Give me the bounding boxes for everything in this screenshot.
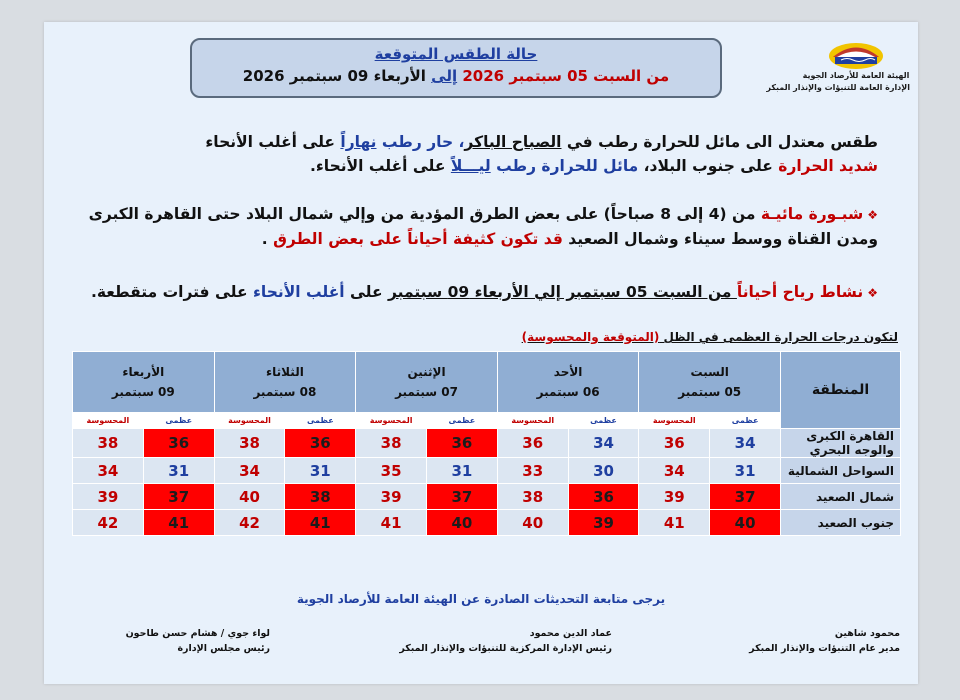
day-date: 07 سبتمبر [395, 385, 458, 399]
region-name: جنوب الصعيد [781, 510, 901, 536]
winds-text: على فترات متقطعة. [90, 283, 253, 301]
fog-line-2 [89, 227, 878, 251]
region-header: المنطقة [781, 352, 901, 429]
max-temp-cell: 36 [143, 429, 214, 458]
region-name: شمال الصعيد [781, 484, 901, 510]
signature-block [749, 626, 900, 656]
date-to-word: إلى [431, 67, 458, 85]
max-temp-cell: 31 [710, 458, 781, 484]
max-temp-cell: 41 [143, 510, 214, 536]
winds-text: أغلب الأنحاء [252, 283, 345, 301]
day-date: 09 سبتمبر [111, 385, 175, 399]
feels-like-cell: 36 [639, 429, 710, 458]
max-temp-cell: 38 [285, 484, 356, 510]
max-temp-cell: 39 [568, 510, 639, 536]
max-temp-cell: 34 [710, 429, 781, 458]
date-from: من السبت 05 سبتمبر 2026 [462, 67, 670, 85]
day-date: 06 سبتمبر [536, 385, 600, 399]
max-temp-label: عظمى [427, 413, 498, 429]
max-temp-cell: 34 [568, 429, 639, 458]
feels-like-cell: 38 [356, 429, 427, 458]
feels-like-cell: 39 [356, 484, 427, 510]
date-range [192, 67, 720, 85]
forecast-text: على أغلب الأنحاء [205, 133, 341, 151]
signatory-name: محمود شاهين [834, 628, 900, 639]
forecast-text: ليـــلاً [450, 157, 491, 175]
day-name: الإثنين [407, 365, 446, 379]
region-name: القاهرة الكبرى والوجه البحري [781, 429, 901, 458]
feels-like-cell: 39 [639, 484, 710, 510]
feels-like-cell: 35 [356, 458, 427, 484]
fog-line-1 [89, 202, 878, 227]
max-temp-label: عظمى [143, 413, 214, 429]
feels-like-cell: 34 [214, 458, 285, 484]
forecast-text: شديد الحرارة [778, 157, 878, 175]
day-header [356, 352, 498, 413]
winds-label: نشاط رياح أحياناً [736, 283, 864, 301]
winds-text: على [344, 283, 388, 301]
feels-like-cell: 34 [639, 458, 710, 484]
day-name: الأربعاء [122, 365, 165, 379]
feels-like-cell: 38 [497, 484, 568, 510]
feels-like-cell: 42 [73, 510, 144, 536]
meteorology-logo-icon [827, 38, 885, 70]
forecast-text: على أغلب الأنحاء. [309, 157, 451, 175]
signatory-name: عماد الدين محمود [529, 628, 612, 639]
max-temp-cell: 31 [427, 458, 498, 484]
signatory-name: لواء جوي / هشام حسن طاحون [125, 628, 270, 639]
org-department: الإدارة العامة للتنبؤات والإنذار المبكر [766, 83, 910, 92]
organization-header [766, 38, 910, 118]
diamond-bullet-icon: ❖ [867, 208, 878, 222]
feels-like-cell: 33 [497, 458, 568, 484]
fog-warning [89, 202, 878, 251]
org-name: الهيئة العامة للأرصاد الجوية [802, 71, 910, 80]
forecast-text: الصباح الباكر [464, 133, 562, 151]
day-date: 08 سبتمبر [253, 385, 317, 399]
forecast-summary [205, 130, 878, 178]
forecast-text: مائل للحرارة رطب [496, 157, 639, 175]
diamond-bullet-icon: ❖ [867, 286, 878, 300]
feels-like-cell: 41 [356, 510, 427, 536]
day-date: 05 سبتمبر [678, 385, 742, 399]
fog-time: من (4 إلى 8 صباحاً) [598, 205, 761, 223]
max-temp-cell: 30 [568, 458, 639, 484]
fog-text: قد تكون كثيفة أحياناً على بعض الطرق [273, 230, 563, 248]
feels-like-cell: 41 [639, 510, 710, 536]
feels-like-label: المحسوسة [639, 413, 710, 429]
fog-text: على بعض الطرق المؤدية من وإلي شمال البلاد حتى القاهرة الكبرى [88, 205, 599, 223]
day-header [73, 352, 215, 413]
max-temp-label: عظمى [285, 413, 356, 429]
table-row [73, 510, 901, 536]
fog-text: ومدن القناة ووسط سيناء وشمال الصعيد [562, 230, 878, 248]
max-temp-cell: 36 [285, 429, 356, 458]
signatory-title: مدير عام التنبؤات والإنذار المبكر [749, 643, 900, 654]
max-temp-label: عظمى [710, 413, 781, 429]
max-temp-cell: 31 [143, 458, 214, 484]
day-name: السبت [690, 365, 729, 379]
forecast-text: على جنوب البلاد، [638, 157, 779, 175]
fog-label: شبـورة مائيـة [760, 205, 864, 223]
max-temp-label: عظمى [568, 413, 639, 429]
day-name: الثلاثاء [266, 365, 304, 379]
forecast-text: نهاراً [340, 133, 377, 151]
feels-like-cell: 42 [214, 510, 285, 536]
caption-text: لتكون درجات الحرارة العظمى في الظل [659, 330, 898, 344]
forecast-text: طقس معتدل الى مائل للحرارة رطب في [561, 133, 878, 151]
feels-like-cell: 39 [73, 484, 144, 510]
max-temp-cell: 37 [710, 484, 781, 510]
max-temp-cell: 40 [427, 510, 498, 536]
feels-like-cell: 40 [497, 510, 568, 536]
signatory-title: رئيس الإدارة المركزية للتنبؤات والإنذار المبكر [399, 643, 612, 654]
forecast-sheet [44, 22, 918, 684]
feels-like-cell: 34 [73, 458, 144, 484]
temperature-table [72, 351, 901, 536]
max-temp-cell: 36 [427, 429, 498, 458]
forecast-line-2 [205, 154, 878, 178]
region-name: السواحل الشمالية [781, 458, 901, 484]
signatory-title: رئيس مجلس الإدارة [177, 643, 270, 654]
forecast-line-1 [205, 130, 878, 154]
day-header [214, 352, 356, 413]
table-row [73, 429, 901, 458]
table-caption [522, 330, 898, 344]
max-temp-cell: 37 [427, 484, 498, 510]
max-temp-cell: 31 [285, 458, 356, 484]
max-temp-cell: 41 [285, 510, 356, 536]
winds-text: من السبت 05 سبتمبر إلي الأربعاء 09 سبتمبر [387, 283, 737, 301]
fog-text: . [261, 230, 274, 248]
caption-text: (المتوقعة والمحسوسة) [521, 330, 660, 344]
forecast-text: ، حار رطب [376, 133, 465, 151]
feels-like-cell: 38 [73, 429, 144, 458]
max-temp-cell: 36 [568, 484, 639, 510]
max-temp-cell: 37 [143, 484, 214, 510]
table-row [73, 458, 901, 484]
title-box [190, 38, 722, 98]
page-title: حالة الطقس المتوقعة [374, 45, 538, 63]
signature-block [399, 626, 612, 656]
day-header [497, 352, 639, 413]
winds-warning [91, 280, 878, 305]
date-to: الأربعاء 09 سبتمبر 2026 [242, 67, 426, 85]
footer-note: يرجى متابعة التحديثات الصادرة عن الهيئة العامة للأرصاد الجوية [296, 592, 666, 606]
table-row [73, 484, 901, 510]
feels-like-label: المحسوسة [214, 413, 285, 429]
day-header [639, 352, 781, 413]
feels-like-label: المحسوسة [73, 413, 144, 429]
feels-like-cell: 40 [214, 484, 285, 510]
feels-like-label: المحسوسة [356, 413, 427, 429]
feels-like-cell: 38 [214, 429, 285, 458]
max-temp-cell: 40 [710, 510, 781, 536]
day-name: الأحد [553, 365, 583, 379]
feels-like-cell: 36 [497, 429, 568, 458]
signature-block [126, 626, 270, 656]
feels-like-label: المحسوسة [497, 413, 568, 429]
